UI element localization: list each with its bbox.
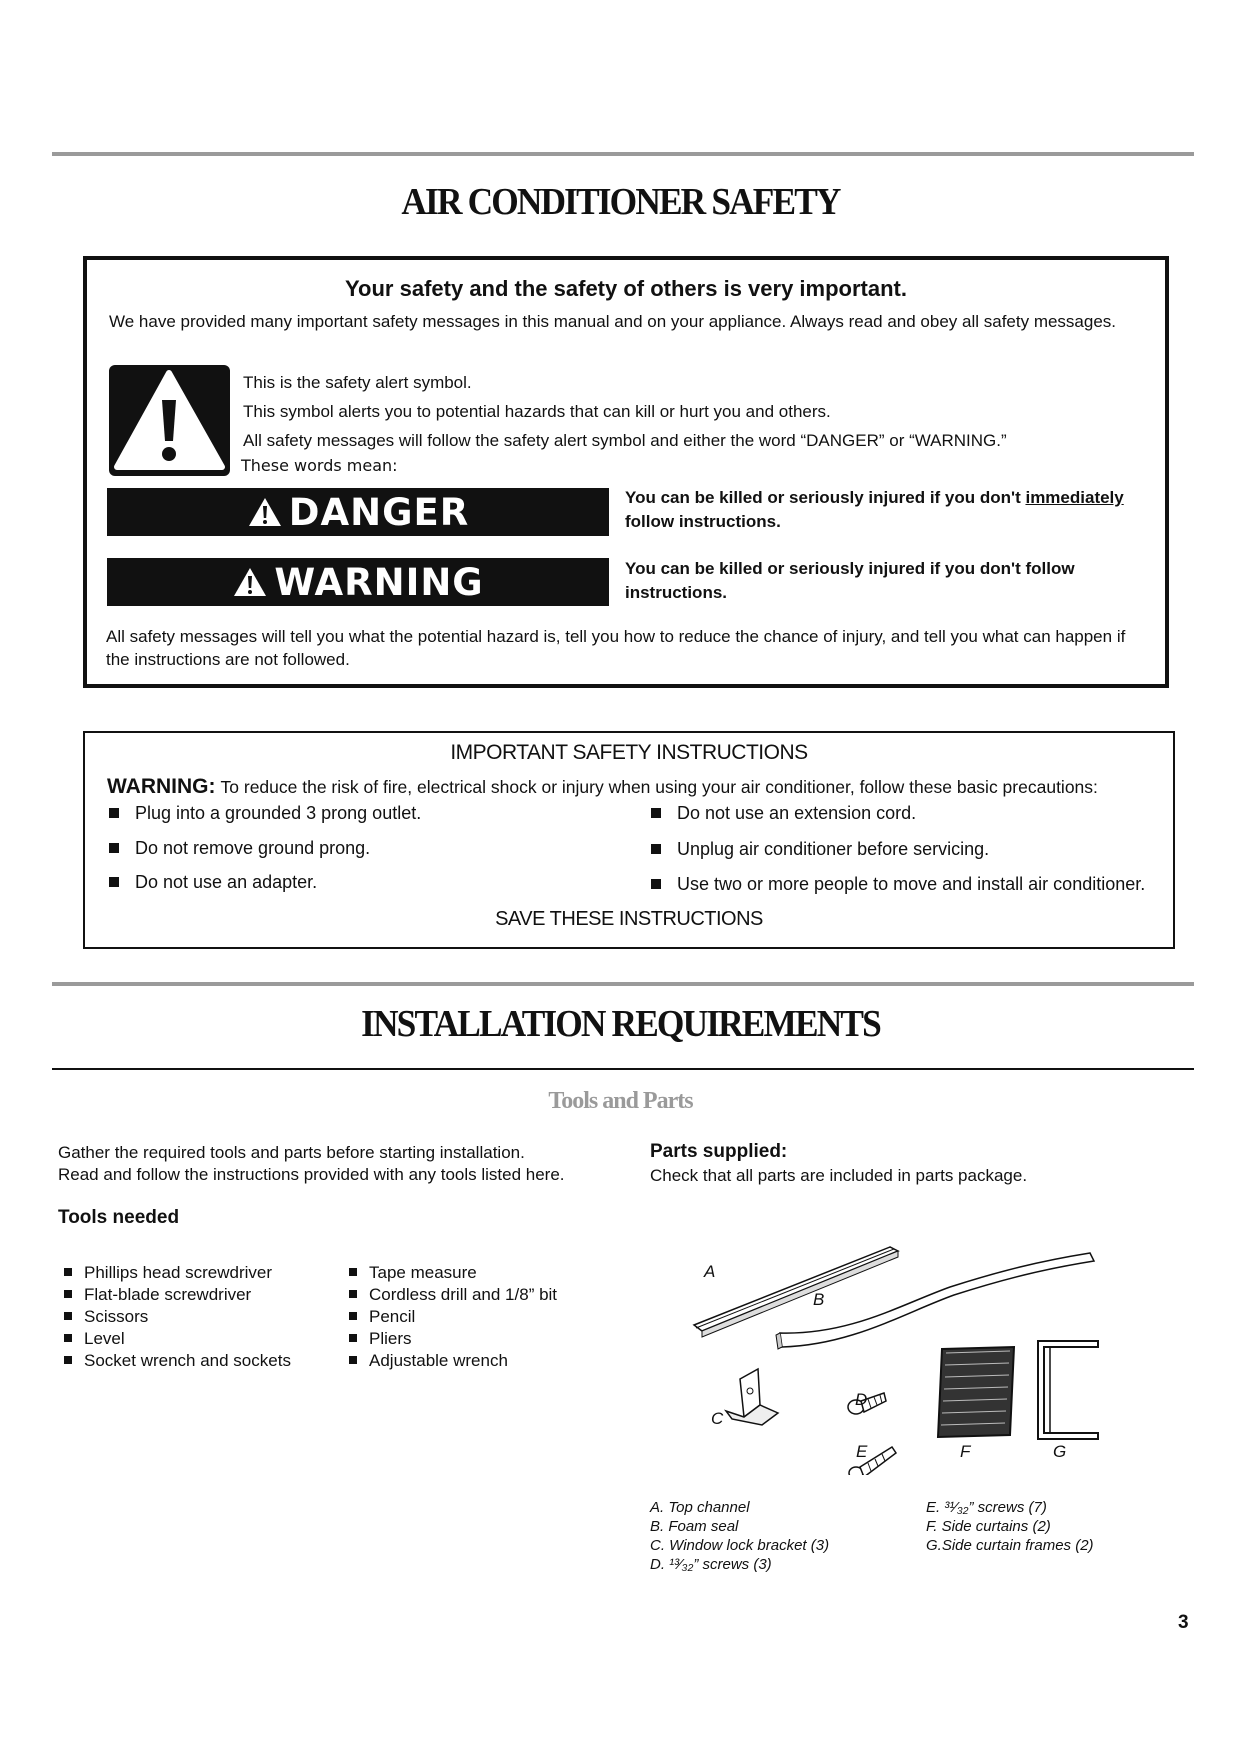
safety-footer: All safety messages will tell you what the potential hazard is, tell you how to reduce the chance of injury, and tell you what can happen if the instructions are not followed. [106, 627, 1126, 669]
parts-legend-item: E. ³¹⁄₃₂” screws (7) [926, 1499, 1047, 1516]
parts-legend-item: A. Top channel [650, 1499, 750, 1516]
danger-text: You can be killed or seriously injured if you don't immediately follow instructions. [625, 488, 1124, 531]
alert-line-3: All safety messages will follow the safety alert symbol and either the word “DANGER” or “WARNING.” [243, 431, 1007, 450]
tool-item: Flat-blade screwdriver [64, 1284, 291, 1306]
tool-item: Socket wrench and sockets [64, 1350, 291, 1372]
tool-item: Scissors [64, 1306, 291, 1328]
tools-right-list [349, 1262, 557, 1372]
parts-heading: Parts supplied: [650, 1141, 788, 1162]
installation-title: INSTALLATION REQUIREMENTS [361, 1003, 880, 1045]
danger-label: DANGER [288, 490, 470, 534]
alert-triangle-icon [247, 496, 283, 528]
tool-item: Phillips head screwdriver [64, 1262, 291, 1284]
tools-parts-subtitle: Tools and Parts [548, 1088, 693, 1114]
parts-illustration [680, 1235, 1130, 1475]
alert-triangle-icon [109, 365, 230, 476]
alert-line-1: This is the safety alert symbol. [243, 373, 472, 392]
alert-line-2: This symbol alerts you to potential hazards that can kill or hurt you and others. [243, 402, 831, 421]
safety-alert-symbol [109, 365, 230, 476]
part-label-g: G [1053, 1442, 1067, 1461]
danger-signal-bar [107, 488, 609, 536]
gather-line-2: Read and follow the instructions provided with any tools listed here. [58, 1165, 565, 1184]
side-curtain-frame-drawing [1038, 1341, 1098, 1439]
parts-legend-item: F. Side curtains (2) [926, 1518, 1051, 1535]
warning-signal-bar [107, 558, 609, 606]
side-curtain-drawing [938, 1347, 1014, 1437]
instruction-item: Do not remove ground prong. [109, 838, 370, 859]
instruction-item: Do not use an adapter. [109, 872, 317, 893]
gather-line-1: Gather the required tools and parts before starting installation. [58, 1143, 525, 1162]
parts-legend-item: C. Window lock bracket (3) [650, 1537, 830, 1554]
tool-item: Pencil [349, 1306, 557, 1328]
title-underline [52, 1068, 1194, 1070]
safety-box [83, 256, 1169, 688]
instructions-warning: WARNING: To reduce the risk of fire, electrical shock or injury when using your air conditioner, follow these basic precautions: [107, 775, 1098, 798]
warning-text: You can be killed or seriously injured if you don't follow instructions. [625, 559, 1075, 602]
parts-legend-right [926, 1498, 1094, 1555]
instruction-item: Unplug air conditioner before servicing. [651, 839, 989, 860]
alert-line-4: These words mean: [241, 456, 398, 475]
parts-legend-left [650, 1498, 829, 1574]
alert-triangle-icon [232, 566, 268, 598]
page-number: 3 [1178, 1612, 1189, 1633]
part-label-a: A [704, 1262, 716, 1281]
top-rule [52, 152, 1194, 156]
safety-heading: Your safety and the safety of others is very important. [345, 276, 907, 301]
part-label-c: C [711, 1409, 724, 1428]
part-label-f: F [960, 1442, 971, 1461]
tool-item: Adjustable wrench [349, 1350, 557, 1372]
save-instructions: SAVE THESE INSTRUCTIONS [495, 908, 763, 930]
part-label-e: E [856, 1442, 868, 1461]
window-lock-bracket-drawing [726, 1369, 778, 1425]
warning-label: WARNING [274, 560, 484, 604]
tools-heading: Tools needed [58, 1207, 180, 1228]
parts-legend-item: B. Foam seal [650, 1518, 739, 1535]
instruction-item: Plug into a grounded 3 prong outlet. [109, 803, 421, 824]
parts-check: Check that all parts are included in parts package. [650, 1166, 1028, 1185]
part-label-b: B [813, 1290, 825, 1309]
safety-title: AIR CONDITIONER SAFETY [401, 181, 840, 223]
instructions-title: IMPORTANT SAFETY INSTRUCTIONS [450, 741, 808, 764]
parts-legend-item: D. ¹³⁄₃₂” screws (3) [650, 1556, 772, 1573]
tool-item: Cordless drill and 1/8” bit [349, 1284, 557, 1306]
tool-item: Tape measure [349, 1262, 557, 1284]
tool-item: Level [64, 1328, 291, 1350]
instruction-item: Use two or more people to move and install air conditioner. [651, 874, 1145, 895]
tool-item: Pliers [349, 1328, 557, 1350]
part-label-d: D [855, 1390, 868, 1409]
safety-intro: We have provided many important safety messages in this manual and on your appliance. Always read and obey all safety messages. [109, 312, 1117, 331]
instruction-item: Do not use an extension cord. [651, 803, 916, 824]
instructions-box [83, 731, 1175, 949]
tools-left-list [64, 1262, 291, 1372]
section-rule [52, 982, 1194, 986]
parts-legend-item: G.Side curtain frames (2) [926, 1537, 1094, 1554]
